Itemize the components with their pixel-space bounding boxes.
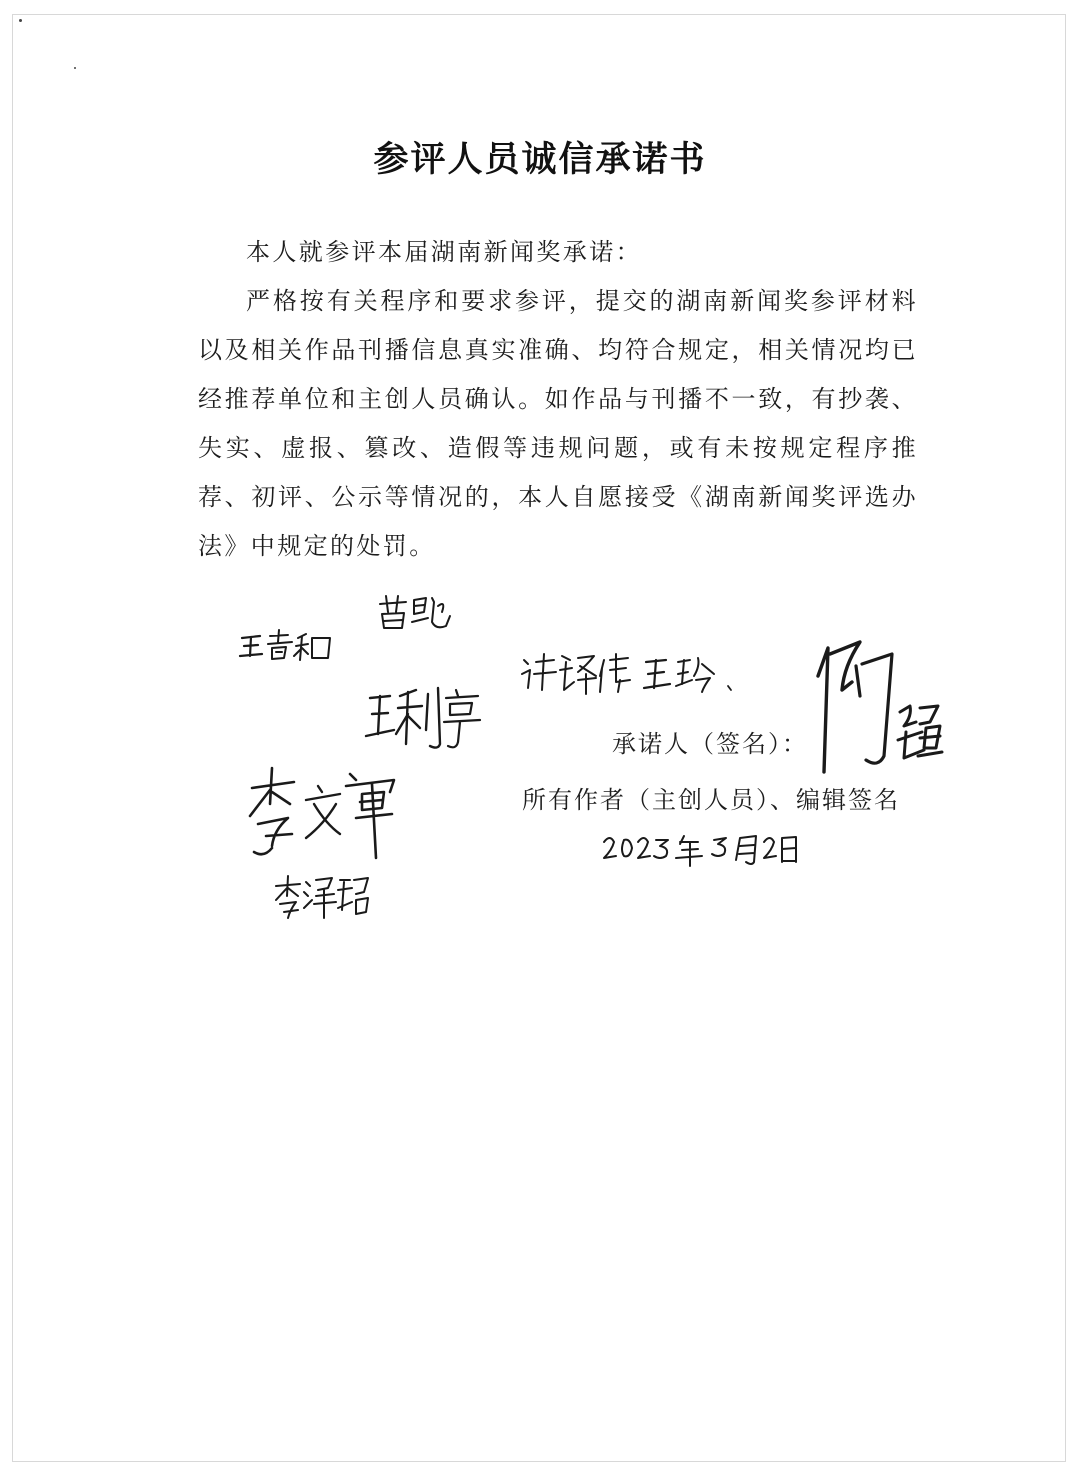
document-title: 参评人员诚信承诺书 (373, 140, 707, 180)
signature-cao-kai (376, 592, 456, 634)
promisor-signature-label: 承诺人（签名）： (612, 730, 808, 758)
signature-li-wenjun (244, 764, 404, 864)
signature-xu-fengwei-wang-ling (520, 650, 736, 696)
commitment-paragraph: 严格按有关程序和要求参评，提交的湖南新闻奖参评材料以及相关作品刊播信息真实准确、均符合规定，相关情况均已经推荐单位和主创人员确认。如作品与刊播不一致，有抄袭、失实、虚报、篡改、造假等违规问题，或有未按规定程序推荐、初评、公示等情况的，本人自愿接受《湖南新闻奖评选办法》中规定的处罚。 (198, 287, 918, 560)
document-body (198, 228, 918, 571)
handwritten-date (600, 832, 800, 868)
opening-paragraph: 本人就参评本届湖南新闻奖承诺： (246, 238, 642, 266)
scan-speck (19, 19, 22, 22)
signature-wang-xihe (236, 626, 336, 666)
scan-speck (74, 67, 76, 69)
authors-signature-label: 所有作者（主创人员）、编辑签名 (522, 786, 900, 814)
signature-li-zelu (272, 872, 372, 922)
signature-wang-liting (360, 684, 484, 756)
signature-he-qiang (800, 636, 950, 776)
